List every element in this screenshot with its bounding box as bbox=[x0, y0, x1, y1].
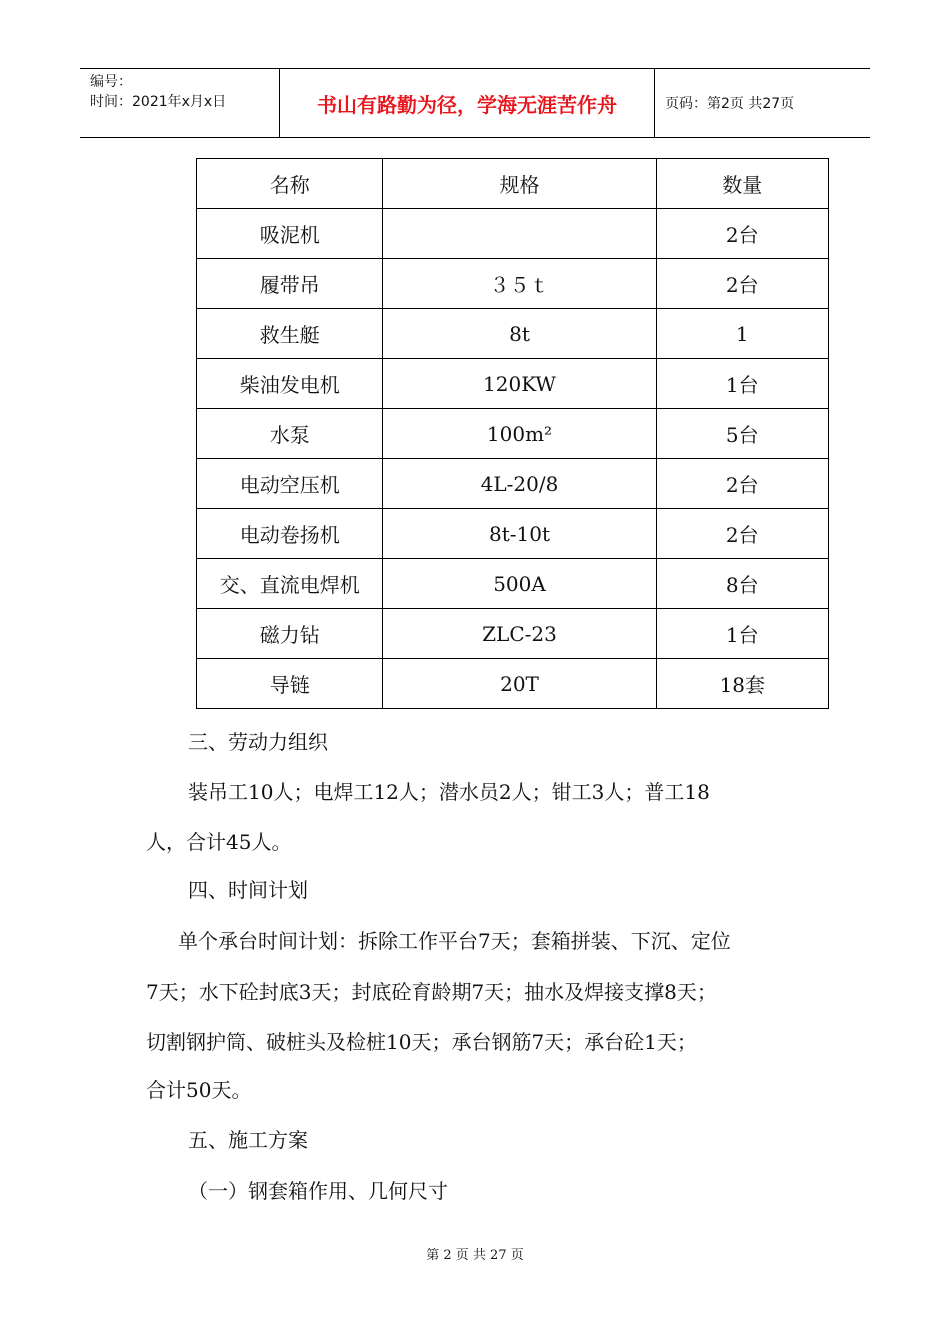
table-cell: 救生艇 bbox=[197, 309, 383, 359]
table-cell: ３５ｔ bbox=[383, 259, 656, 309]
table-cell: 2台 bbox=[656, 459, 828, 509]
table-cell: 8t bbox=[383, 309, 656, 359]
table-row bbox=[197, 259, 829, 309]
table-cell: 电动空压机 bbox=[197, 459, 383, 509]
table-cell: 500A bbox=[383, 559, 656, 609]
table-cell: 1 bbox=[656, 309, 828, 359]
section-3-paragraph-line-1: 装吊工10人；电焊工12人；潜水员2人；钳工3人；普工18 bbox=[188, 780, 710, 804]
table-cell: 100m² bbox=[383, 409, 656, 459]
table-header-cell: 规格 bbox=[383, 159, 656, 209]
page-header bbox=[80, 68, 870, 138]
table-cell: ZLC-23 bbox=[383, 609, 656, 659]
header-motto: 书山有路勤为径，学海无涯苦作舟 bbox=[280, 69, 655, 137]
section-5-subsection-1-title: （一）钢套箱作用、几何尺寸 bbox=[188, 1179, 448, 1203]
header-meta bbox=[80, 69, 280, 137]
table-row bbox=[197, 459, 829, 509]
table-header-cell: 数量 bbox=[656, 159, 828, 209]
table-cell: 磁力钻 bbox=[197, 609, 383, 659]
table-cell: 20T bbox=[383, 659, 656, 709]
section-4-paragraph-line-2: 7天；水下砼封底3天；封底砼育龄期7天；抽水及焊接支撑8天； bbox=[146, 980, 717, 1004]
table-cell: 4L-20/8 bbox=[383, 459, 656, 509]
equipment-table bbox=[196, 158, 829, 709]
document-number-label: 编号： bbox=[90, 74, 132, 90]
section-3-title: 三、劳动力组织 bbox=[188, 730, 328, 754]
table-header-row bbox=[197, 159, 829, 209]
section-5-title: 五、施工方案 bbox=[188, 1128, 308, 1152]
table-row bbox=[197, 559, 829, 609]
table-cell: 1台 bbox=[656, 359, 828, 409]
table-cell: 2台 bbox=[656, 509, 828, 559]
table-cell: 导链 bbox=[197, 659, 383, 709]
table-cell: 履带吊 bbox=[197, 259, 383, 309]
table-cell: 吸泥机 bbox=[197, 209, 383, 259]
table-row bbox=[197, 509, 829, 559]
table-cell: 8t-10t bbox=[383, 509, 656, 559]
table-row bbox=[197, 209, 829, 259]
section-4-title: 四、时间计划 bbox=[188, 878, 308, 902]
table-cell: 电动卷扬机 bbox=[197, 509, 383, 559]
table-cell: 8台 bbox=[656, 559, 828, 609]
table-row bbox=[197, 359, 829, 409]
section-4-paragraph-line-4: 合计50天。 bbox=[146, 1078, 252, 1102]
document-time-label: 时间：2021年x月x日 bbox=[90, 94, 227, 110]
table-cell: 5台 bbox=[656, 409, 828, 459]
table-cell: 1台 bbox=[656, 609, 828, 659]
table-row bbox=[197, 409, 829, 459]
table-row bbox=[197, 609, 829, 659]
table-cell: 柴油发电机 bbox=[197, 359, 383, 409]
table-row bbox=[197, 659, 829, 709]
table-cell: 120KW bbox=[383, 359, 656, 409]
table-cell: 水泵 bbox=[197, 409, 383, 459]
table-row bbox=[197, 309, 829, 359]
header-page-number: 页码：第2页 共27页 bbox=[665, 96, 795, 112]
section-4-paragraph-line-1: 单个承台时间计划：拆除工作平台7天；套箱拼装、下沉、定位 bbox=[178, 929, 731, 953]
section-3-paragraph-line-2: 人，合计45人。 bbox=[146, 830, 292, 854]
page-footer: 第 2 页 共 27 页 bbox=[426, 1248, 524, 1263]
section-4-paragraph-line-3: 切割钢护筒、破桩头及检桩10天；承台钢筋7天；承台砼1天； bbox=[146, 1030, 697, 1054]
table-cell: 2台 bbox=[656, 209, 828, 259]
table-cell: 18套 bbox=[656, 659, 828, 709]
table-cell: 2台 bbox=[656, 259, 828, 309]
table-cell: 交、直流电焊机 bbox=[197, 559, 383, 609]
table-cell bbox=[383, 209, 656, 259]
table-header-cell: 名称 bbox=[197, 159, 383, 209]
